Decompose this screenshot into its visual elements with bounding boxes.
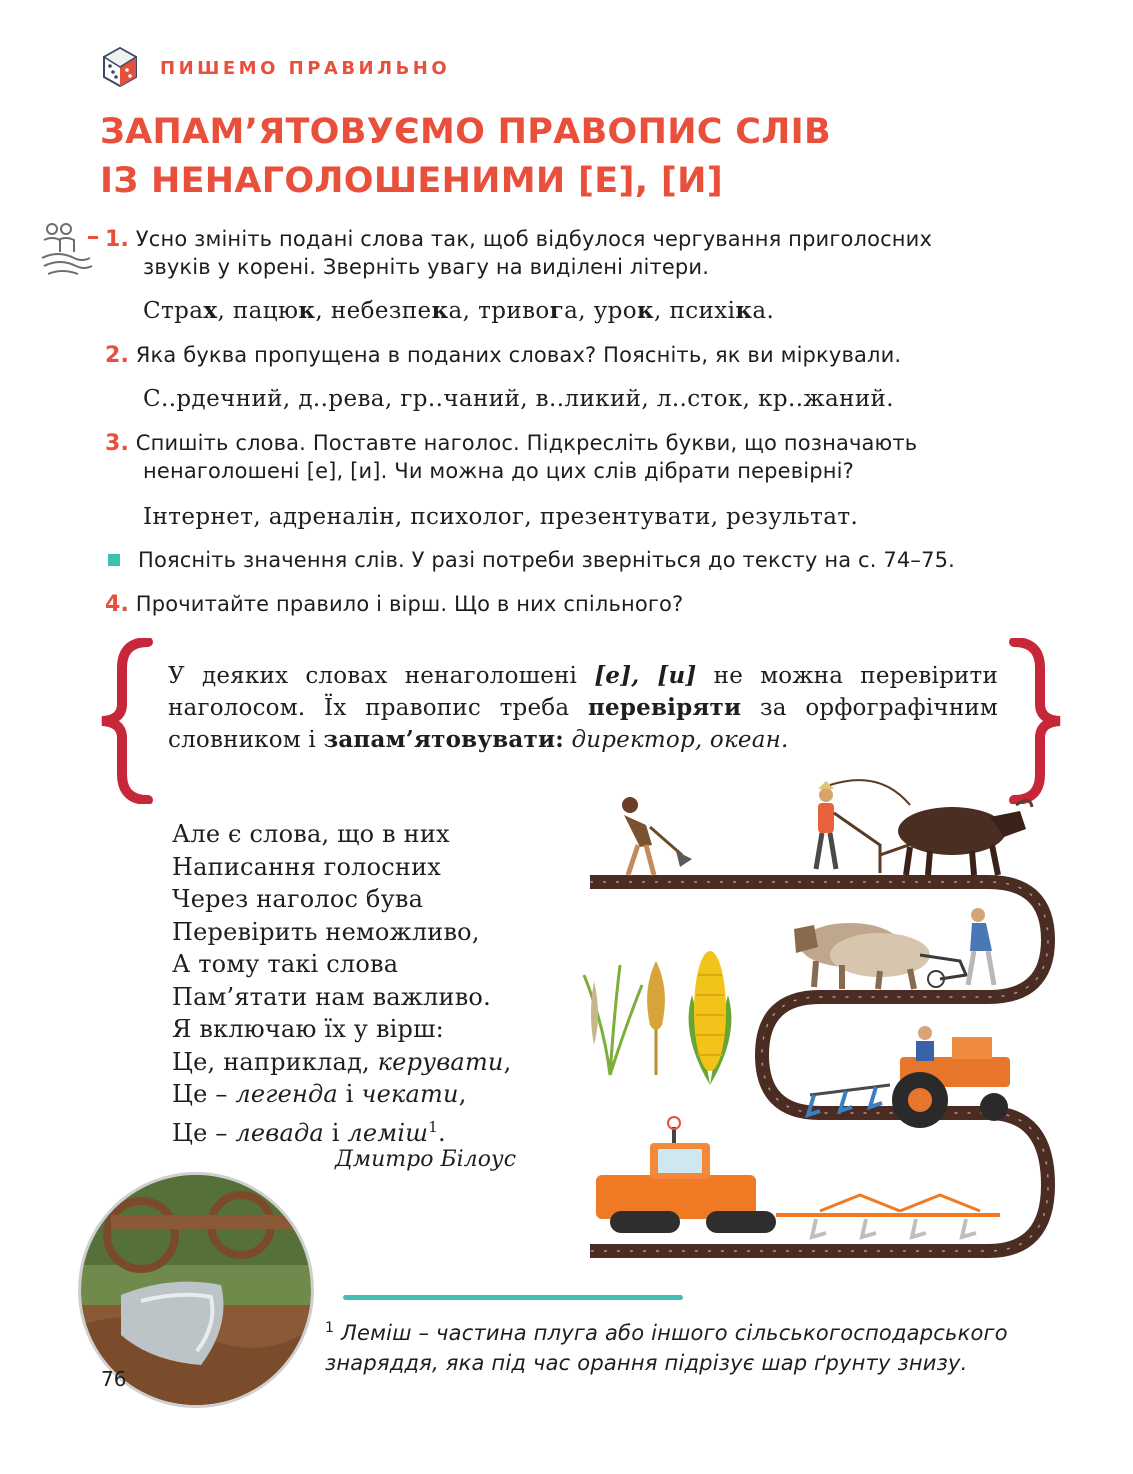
word: психіка. (669, 297, 775, 324)
pair-work-icon (38, 222, 100, 278)
dice-icon (101, 46, 139, 88)
bullet-square-icon (108, 554, 120, 566)
poem-line: Це, наприклад, керувати, (172, 1047, 512, 1076)
grain-plants (584, 951, 731, 1085)
task-number: 2. (105, 343, 129, 368)
footnote-divider (343, 1295, 683, 1300)
task-text: Усно змініть подані слова так, щоб відбулося чергування приголосних (135, 227, 933, 251)
task-1 (105, 226, 932, 253)
task-2-words: С..рдечний, д..рева, гр..чаний, в..ликий, л..сток, кр..жаний. (143, 386, 894, 412)
task-2 (105, 342, 901, 369)
page-title-line-2: ІЗ НЕНАГОЛОШЕНИМИ [Е], [И] (100, 161, 724, 201)
poem-line: Це – легенда і чекати, (172, 1080, 467, 1108)
task-3-words: Інтернет, адреналін, психолог, презентувати, результат. (143, 504, 859, 530)
left-brace-icon (96, 638, 156, 804)
task-text: Яка буква пропущена в поданих словах? Поясніть, як ви міркували. (135, 343, 902, 367)
word: тривога, (478, 297, 586, 324)
poem-line: Це – левада і леміш$^1$. (172, 1117, 446, 1147)
word: Страх, (143, 297, 226, 324)
task-1-line-2: звуків у корені. Зверніть увагу на виділені літери. (143, 255, 710, 279)
modern-tractor-figure (596, 1117, 1000, 1237)
agriculture-illustration (580, 775, 1080, 1265)
poem-line: Я включаю їх у вірш: (172, 1015, 444, 1043)
word: пацюк, (232, 297, 324, 324)
oxen-pair-figure (794, 908, 994, 989)
poem-line: Написання голосних (172, 852, 442, 881)
page-title (100, 108, 831, 206)
task-number: 3. (105, 431, 129, 456)
footnote: $^1$ Леміш – частина плуга або іншого сільськогосподарського знаряддя, яка під час орання підрізує шар ґрунту знизу. (325, 1320, 1008, 1375)
task-3-line-2: ненаголошені [е], [и]. Чи можна до цих слів дібрати перевірні? (143, 459, 854, 483)
bullet-task: Поясніть значення слів. У разі потреби зверніться до тексту на с. 74–75. (138, 548, 955, 572)
section-label: ПИШЕМО ПРАВИЛЬНО (160, 58, 451, 79)
poem-line: Пам’ятати нам важливо. (172, 982, 491, 1011)
task-text: Спишіть слова. Поставте наголос. Підкресліть букви, що позначають (135, 431, 918, 455)
task-text: Прочитайте правило і вірш. Що в них спільного? (135, 592, 684, 616)
page-title-line-1: ЗАПАМ’ЯТОВУЄМО ПРАВОПИС СЛІВ (100, 112, 831, 152)
poem (172, 818, 511, 1149)
task-3 (105, 430, 917, 457)
poem-line: Але є слова, що в них (172, 820, 450, 848)
rule-text: У деяких словах ненаголошені [е], [и] не можна перевірити наголосом. Їх правопис треба перевіряти за орфографічним словником і запам’ятовувати: директор, океан. (168, 662, 998, 753)
poem-line: Через наголос бува (172, 885, 424, 913)
poem-line: Перевірить неможливо, (172, 917, 480, 946)
word: небезпека, (330, 297, 471, 324)
poem-author: Дмитро Білоус (335, 1147, 517, 1172)
task-4 (105, 591, 683, 618)
task-number: 4. (105, 592, 129, 617)
page-number: 76 (101, 1367, 127, 1391)
ox-plow-figure (816, 780, 1032, 875)
poem-line: А тому такі слова (172, 950, 399, 978)
caveman-figure (622, 797, 692, 875)
task-1-words (143, 297, 774, 324)
task-number: 1. (105, 227, 129, 252)
word: урок, (593, 297, 662, 324)
